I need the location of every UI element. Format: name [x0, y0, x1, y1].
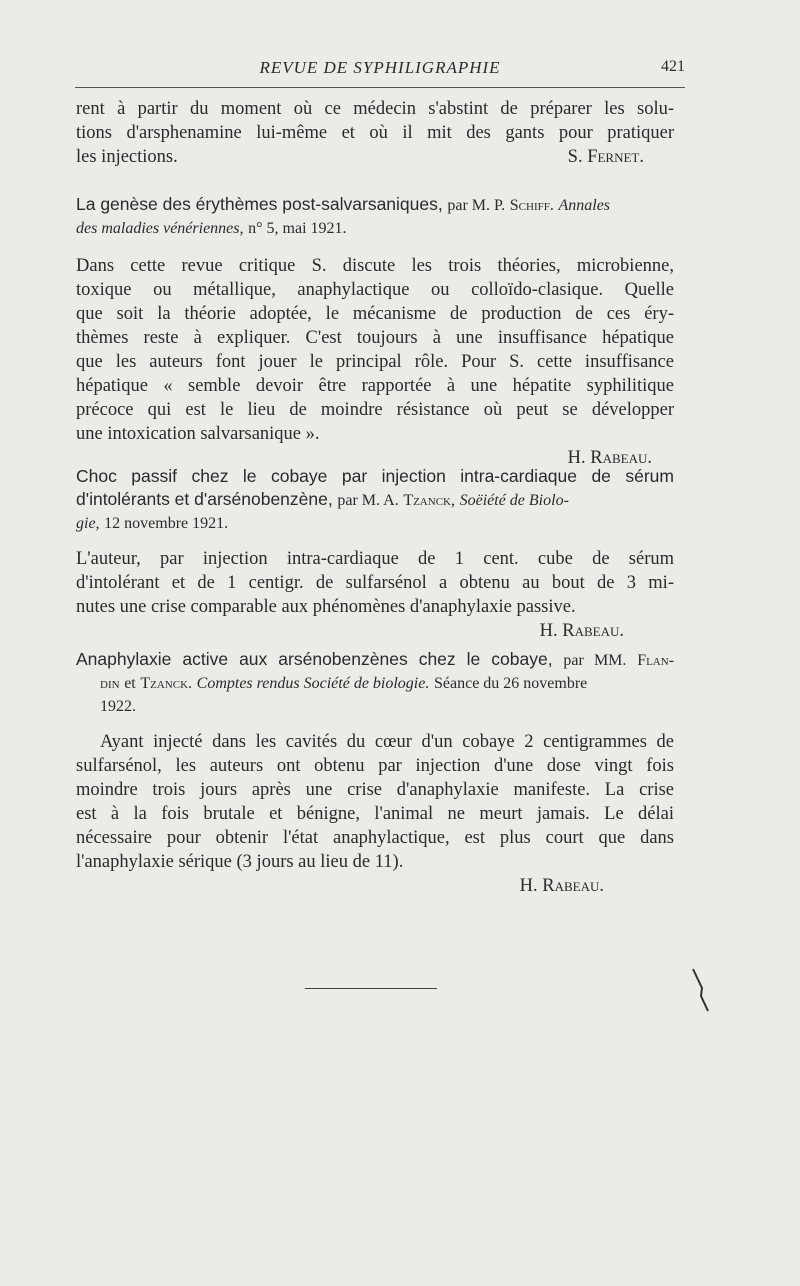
text-line: thèmes reste à expliquer. C'est toujours à une insuffisance hépatique — [76, 328, 674, 348]
text-line: hépatique « semble devoir être rapportée à une hépatite syphilitique — [76, 376, 674, 396]
author: Tzanck. — [140, 675, 193, 692]
text-line: Dans cette revue critique S. discute les trois théories, microbienne, — [76, 256, 674, 276]
text-line: que les auteurs font jouer le principal rôle. Pour S. cette insuffisance — [76, 352, 674, 372]
article-erythemes — [76, 193, 674, 470]
text-line: Ayant injecté dans les cavités du cœur d'un cobaye 2 centigrammes de — [100, 732, 674, 752]
text-line: nutes une crise comparable aux phénomènes d'anaphylaxie passive. — [76, 597, 576, 617]
conjunction: et — [124, 675, 136, 692]
text-line: tions d'arsphenamine lui-même et où il mit des gants pour pratiquer — [76, 123, 674, 143]
text-line: L'auteur, par injection intra-cardiaque de 1 cent. cube de sérum — [76, 549, 674, 569]
article-title: Anaphylaxie active aux arsénobenzènes chez le cobaye, — [76, 649, 553, 669]
byline: par M. A. — [337, 492, 399, 509]
text-line: est à la fois brutale et bénigne, l'animal ne meurt jamais. Le délai — [76, 804, 674, 824]
margin-pencil-mark — [690, 966, 720, 1016]
journal-name: des maladies vénériennes, — [76, 220, 244, 237]
signature: H. Rabeau. — [519, 876, 604, 896]
reference: Séance du 26 novembre — [433, 675, 588, 692]
article-title: d'intolérants et d'arsénobenzène, — [76, 489, 333, 509]
running-head — [75, 58, 685, 84]
end-rule — [305, 988, 437, 989]
reference: 12 novembre 1921. — [104, 515, 229, 532]
author: Schiff. — [509, 197, 554, 214]
author: Flan- — [637, 652, 675, 669]
text-line: sulfarsénol, les auteurs ont obtenu par injection d'une dose vingt fois — [76, 756, 674, 776]
reference: 1922. — [100, 698, 136, 715]
header-rule — [75, 87, 685, 88]
text-line: une intoxication salvarsanique ». — [76, 424, 320, 444]
text-line: moindre trois jours après une crise d'anaphylaxie manifeste. La crise — [76, 780, 674, 800]
text-line: rent à partir du moment où ce médecin s'abstint de préparer les solu- — [76, 99, 674, 119]
journal-name: Annales — [558, 197, 611, 214]
article-choc-passif — [76, 465, 674, 643]
text-line: précoce qui est le lieu de moindre résistance où peut se développer — [76, 400, 674, 420]
author: Tzanck, — [403, 492, 455, 509]
journal-title: REVUE DE SYPHILIGRAPHIE — [259, 58, 501, 77]
page-number: 421 — [661, 58, 685, 75]
text-line: l'anaphylaxie sérique (3 jours au lieu de 11). — [76, 852, 404, 872]
signature: S. Fernet. — [567, 147, 644, 167]
reference: n° 5, mai 1921. — [248, 220, 347, 237]
section-continuation — [76, 97, 674, 169]
journal-name: Soëiété de Biolo- — [459, 492, 569, 509]
article-title: La genèse des érythèmes post-salvarsaniques, — [76, 194, 443, 214]
article-anaphylaxie-active — [76, 648, 674, 898]
text-line: les injections. — [76, 147, 178, 167]
journal-name: Comptes rendus Société de biologie. — [196, 675, 430, 692]
author: din — [100, 675, 120, 692]
byline: par M. P. — [447, 197, 506, 214]
signature: H. Rabeau. — [567, 448, 652, 468]
byline: par MM. — [563, 652, 627, 669]
text-line: toxique ou métallique, anaphylactique ou colloïdo-clasique. Quelle — [76, 280, 674, 300]
text-line: nécessaire pour obtenir l'état anaphylactique, est plus court que dans — [76, 828, 674, 848]
text-line: d'intolérant et de 1 centigr. de sulfarsénol a obtenu au bout de 3 mi- — [76, 573, 674, 593]
journal-name: gie, — [76, 515, 100, 532]
signature: H. Rabeau. — [539, 621, 624, 641]
article-title: Choc passif chez le cobaye par injection intra-cardiaque de sérum — [76, 466, 674, 486]
text-line: que soit la théorie adoptée, le mécanisme de production de ces éry- — [76, 304, 674, 324]
